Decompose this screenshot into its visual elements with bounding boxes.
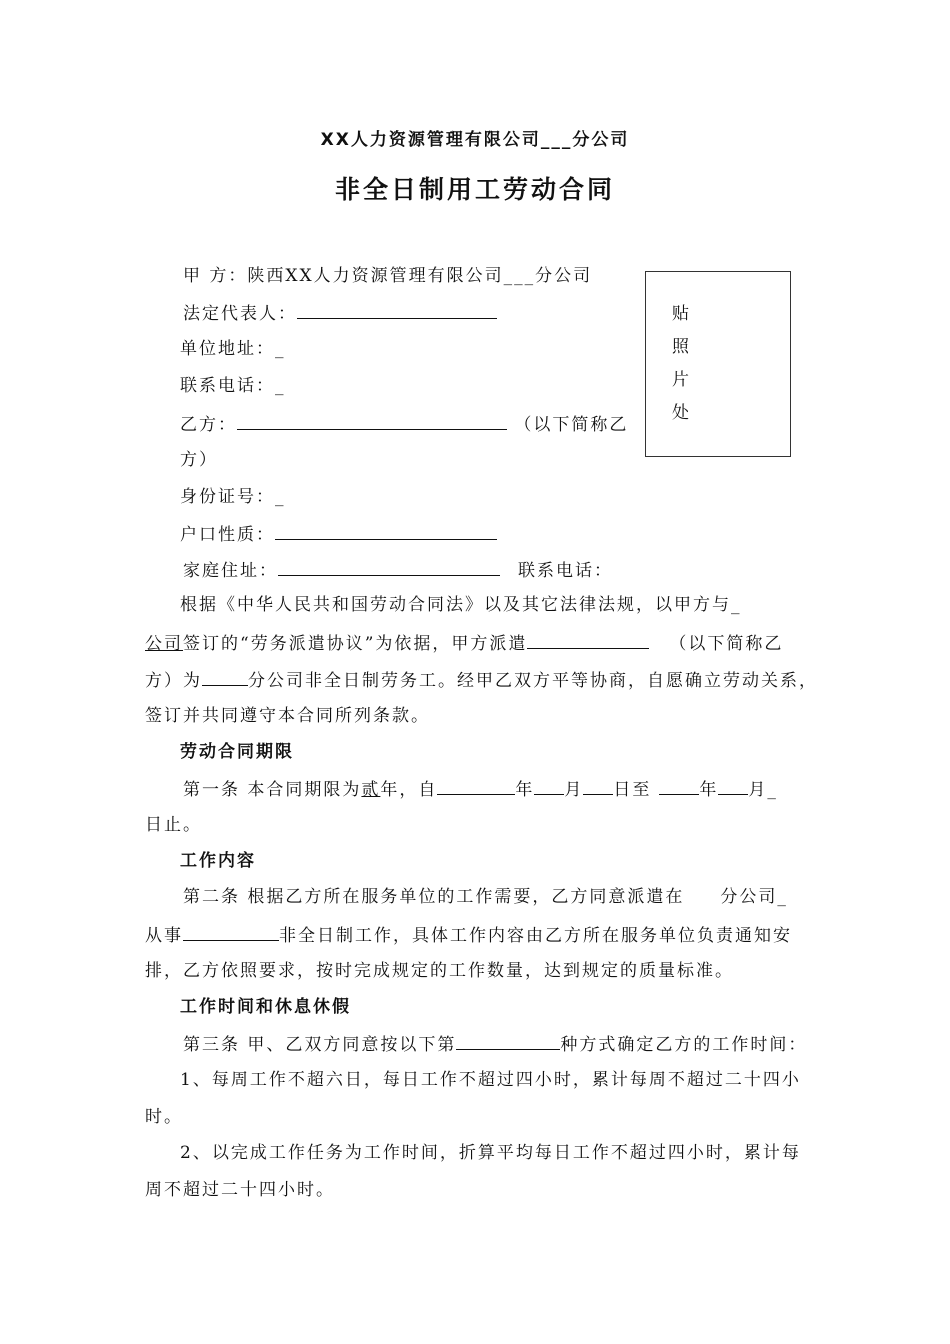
start-year-field[interactable] (437, 776, 515, 795)
article-1-line-2: 日止。 (145, 815, 202, 835)
month-label: 月_ (748, 780, 778, 800)
photo-char: 处 (672, 403, 689, 423)
section-heading-hours: 工作时间和休息休假 (180, 997, 351, 1017)
end-year-field[interactable] (659, 776, 699, 795)
page-title: 非全日制用工劳动合同 (334, 175, 615, 204)
home-label: 家庭住址： (183, 561, 278, 581)
article-2-line-2 (145, 922, 792, 948)
id-label: 身份证号：_ (180, 487, 286, 507)
contract-term-value: 贰 (361, 780, 381, 800)
photo-char: 贴 (672, 304, 689, 324)
hukou-label: 户口性质： (180, 525, 275, 545)
option-2-line-2: 周不超过二十四小时。 (145, 1180, 335, 1200)
preamble-line-1: 根据《中华人民共和国劳动合同法》以及其它法律法规，以甲方与_ (180, 595, 742, 615)
article-2-line-1 (183, 885, 788, 909)
article-text: 从事 (145, 926, 183, 946)
address-label: 单位地址：_ (180, 339, 286, 359)
section-heading-term: 劳动合同期限 (180, 742, 294, 762)
hours-option-field[interactable] (456, 1031, 560, 1050)
preamble-text: 分公司非全日制劳务工。经甲乙双方平等协商，自愿确立劳动关系， (248, 671, 818, 691)
party-a-line (183, 264, 592, 288)
article-text: 非全日制工作，具体工作内容由乙方所在服务单位负责通知安 (279, 926, 792, 946)
party-a-phone-label: 联系电话：_ (180, 376, 286, 396)
end-month-field[interactable] (718, 776, 748, 795)
preamble-dispatch: 签订的“劳务派遣协议”为依据，甲方派遣 (183, 634, 528, 654)
preamble-company: 公司 (145, 634, 183, 654)
preamble-line-2 (145, 630, 783, 656)
home-line (183, 557, 613, 583)
hukou-field[interactable] (275, 521, 497, 540)
start-day-field[interactable] (583, 776, 613, 795)
start-month-field[interactable] (534, 776, 564, 795)
legal-rep-label: 法定代表人： (183, 304, 297, 324)
job-field[interactable] (183, 922, 279, 941)
article-text: 第二条 根据乙方所在服务单位的工作需要，乙方同意派遣在 (183, 887, 685, 907)
article-text: 年，自 (380, 780, 438, 800)
photo-char: 照 (672, 337, 689, 357)
legal-rep-field[interactable] (297, 300, 497, 319)
article-3-line-1 (183, 1031, 807, 1057)
option-1-line-2: 时。 (145, 1107, 183, 1127)
year-label: 年 (515, 780, 535, 800)
photo-placeholder-box (645, 271, 791, 457)
preamble-text: 方）为 (145, 671, 202, 691)
legal-rep-line (183, 300, 497, 326)
month-label: 月 (564, 780, 584, 800)
party-b-label: 乙方： (180, 415, 237, 435)
section-heading-content: 工作内容 (180, 851, 256, 871)
address-line (180, 337, 286, 361)
party-a-phone-line (180, 374, 286, 398)
article-1-line-1 (183, 776, 778, 802)
preamble-abbr: （以下简称乙 (669, 634, 784, 654)
party-b-abbr-line2: 方） (180, 450, 218, 470)
photo-char: 片 (672, 370, 689, 390)
day-to-label: 日至 (613, 780, 652, 800)
home-field[interactable] (278, 557, 500, 576)
party-b-name-field[interactable] (237, 411, 507, 430)
hukou-line (180, 521, 497, 547)
article-text: 分公司_ (720, 887, 788, 907)
company-header: XX人力资源管理有限公司___分公司 (320, 130, 630, 150)
year-label: 年 (699, 780, 719, 800)
option-2-line-1: 2、以完成工作任务为工作时间，折算平均每日工作不超过四小时，累计每 (180, 1143, 801, 1163)
party-b-phone-label: 联系电话： (518, 561, 613, 581)
preamble-line-4: 签订并共同遵守本合同所列条款。 (145, 706, 430, 726)
article-text: 种方式确定乙方的工作时间： (560, 1035, 808, 1055)
preamble-line-3 (145, 667, 818, 693)
option-1-line-1: 1、每周工作不超六日，每日工作不超过四小时，累计每周不超过二十四小 (180, 1070, 801, 1090)
article-text: 第三条 甲、乙双方同意按以下第 (183, 1035, 457, 1055)
party-b-abbr-note: （以下简称乙 (514, 415, 629, 435)
dispatch-field[interactable] (527, 630, 649, 649)
article-text: 第一条 本合同期限为 (183, 780, 362, 800)
party-a-name: 陕西XX人力资源管理有限公司___分公司 (247, 266, 593, 286)
id-line (180, 485, 286, 509)
article-2-line-3: 排，乙方依照要求，按时完成规定的工作数量，达到规定的质量标准。 (145, 961, 734, 981)
branch-field[interactable] (202, 667, 248, 686)
party-a-label: 甲 方： (183, 266, 248, 286)
party-b-line (180, 411, 628, 437)
